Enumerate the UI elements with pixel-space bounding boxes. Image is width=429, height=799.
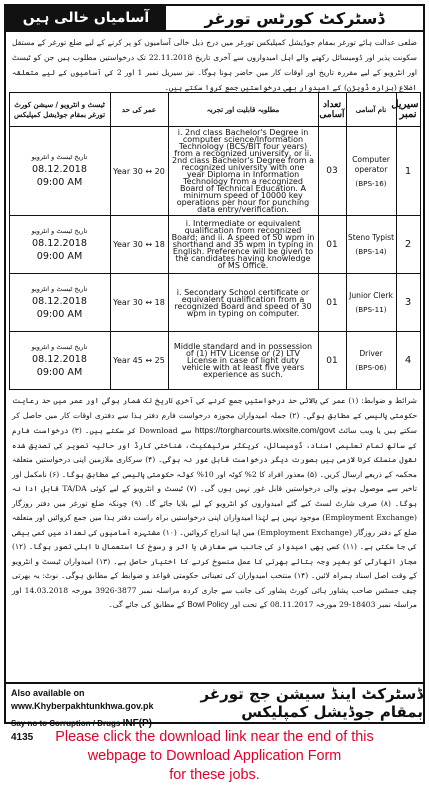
cell-serial: 2 (396, 216, 420, 274)
inf-number: INF(P) 4135 (11, 718, 153, 743)
cell-test-date (9, 127, 110, 216)
cell-age: Year 30 ↔ 18 (110, 216, 168, 274)
cell-quantity: 03 (318, 127, 346, 216)
cell-test-date (9, 216, 110, 274)
application-form-link[interactable]: https://torgharcourts.wixsite.com/govt (194, 425, 336, 435)
table-row (9, 127, 420, 216)
test-time: 09:00 AM (36, 308, 83, 320)
cell-post (346, 332, 396, 390)
test-date: 08.12.2018 (32, 353, 87, 365)
terms-text: شرائط و ضوابط: (۱) عمر کی بالائی حد درخواستیں جمع کرنے کی آخری تاریخ تک شمار ہوگی اور عمر میں حد رعایت حکومتی پالیسی کے مطابق ہوگی۔ (۲) جملہ امیدواران مجوزہ درخواست فارم دفتر ہذا سے دفتری اوقات کار میں حاصل کر سکتے ہیں یا ویب سائٹ (12, 396, 418, 435)
test-date: 08.12.2018 (32, 164, 87, 175)
cell-qualification: i. Intermediate or equivalent qualification from recognized Board; and ii. A speed of 50 wpm in shorthand and 35 wpm in typing in English. Preference will be given to the candidates having knowledge of MS Office. (168, 216, 318, 274)
header-qualification: مطلوبہ قابلیت اور تجربہ (168, 93, 318, 127)
post-bps: (BPS-16) (355, 178, 387, 188)
test-time: 09:00 AM (36, 250, 83, 262)
post-name: Computer operator (352, 154, 390, 174)
cell-test-date (9, 332, 110, 390)
vacancies-banner: آسامیاں خالی ہیں (6, 6, 166, 30)
date-label: تاریخ ٹیسٹ و انٹرویو (31, 284, 88, 293)
header-serial: سیریل نمبر (396, 93, 420, 127)
note-text: نوٹ: یہ بھرتی چیف جسٹس صاحب پشاور ہائی کورٹ پشاور کی جانب سے جاری کردہ مراسلہ نمبر 3877-3926 مورخہ 14.03.2018 اور مراسلہ نمبر 18403-29 مورخہ 08.11.2017 کے تحت اور (12, 571, 417, 609)
table-row (9, 274, 420, 332)
ad-header (6, 6, 423, 32)
test-date: 08.12.2018 (32, 295, 87, 307)
download-notice (0, 728, 429, 785)
post-bps: (BPS-11) (355, 305, 387, 314)
cell-qualification: Middle standard and in possession of (1) HTV License or (2) LTV License in case of light duty vehicle with at least five years experience as such. (168, 332, 318, 390)
cell-quantity: 01 (318, 216, 346, 274)
header-quantity: تعداد آسامی (318, 93, 346, 127)
post-bps: (BPS-06) (355, 363, 387, 372)
cell-age: Year 30 ↔ 20 (110, 127, 168, 216)
notice-line: for these jobs. (169, 767, 260, 783)
cell-age: Year 30 ↔ 18 (110, 274, 168, 332)
date-label: تاریخ ٹیسٹ و انٹرویو (31, 153, 88, 161)
cell-test-date (9, 274, 110, 332)
cell-post (346, 216, 396, 274)
cell-post (346, 127, 396, 216)
cell-qualification: i. Secondary School certificate or equivalent qualification from a recognized Board and speed of 30 wpm in typing on computer. (168, 274, 318, 332)
cell-post (346, 274, 396, 332)
header-test-date: ٹیسٹ و انٹرویو / سیشن کورٹ تورغر بمقام جوڈیشل کمپلیکس (9, 93, 110, 127)
notice-line: Please click the download link near the end of this (55, 729, 374, 745)
cell-serial: 3 (396, 274, 420, 332)
table-row (9, 216, 420, 274)
post-bps: (BPS-14) (355, 247, 387, 256)
cell-age: Year 45 ↔ 25 (110, 332, 168, 390)
terms-text: سے Download کر سکتے ہیں۔ (۳) درخواست فارم کے ساتھ تمام تعلیمی اسناد، ڈومیسائل، کریکٹر سرٹیفکیٹ، شناختی کارڈ اور حالیہ تصویر کی تصدیق شدہ نقول منسلک کرنا لازمی ہیں بصورت دیگر درخواست قابل غور نہ ہوگی۔ (۴) سرکاری ملازمین اپنی درخواستیں متعلقہ محکمہ کے ذریعے ارسال کریں۔ (۵) معذور افراد کا 2% کوٹہ اور 10% کوٹہ حکومتی پالیسی کے مطابق ہوگا۔ (۶) نامکمل اور تاخیر سے موصول ہونے والی درخواستیں قابل غور نہیں ہوں گی۔ (۷) ٹیسٹ و انٹرویو کے لیے کوئی TA/DA قابل ادا نہ ہوگا۔ (۸) صرف شارٹ لسٹ کیے گئے امیدواروں کو انٹرویو کے لیے بلایا جائے گا۔ (۹) چونکہ ضلع تورغر میں دفتر روزگار (Employment Exchange) موجود نہیں ہے لہٰذا امیدواران اپنی درخواستیں براہ راست دفتر ہذا میں جمع کروائیں اور متعلقہ ضلع کے دفتر روزگار (Employment Exchange) میں اپنا اندراج کروائیں۔ (۱۰) مشتہرہ آسامیوں کی تعداد میں کمی بیشی کی جا سکتی ہے۔ (۱۱) کسی بھی امیدوار کی جانب سے سفارش یا اثر و رسوخ کا استعمال نا اہلی تصور ہوگا۔ (۱۲) مجاز اتھارٹی کو بغیر وجہ بتائے بھرتی کا عمل منسوخ کرنے کا اختیار حاصل ہے۔ (۱۳) امیدواران ٹیسٹ و انٹرویو کے وقت اصل اسناد ہمراہ لائیں۔ (۱۴) منتخب امیدواران کی تعیناتی حکومتی قواعد و ضوابط کے مطابق ہوگی۔ (12, 426, 418, 580)
intro-paragraph: ضلعی عدالت ہائے تورغر بمقام جوڈیشل کمپلیکس تورغر میں درج ذیل خالی آسامیوں کو پر کرنے کے لیے ضلع تورغر کے مستقل سکونت پذیر اور ڈومیسائل رکھنے والے اہل امیدواروں سے آخری تاریخ 22.11.2018 تک درخواستیں مطلوب ہیں جن کو ٹیسٹ اور انٹرویو کے لیے مقررہ تاریخ اور اوقات کار میں حاضر ہونا ہوگا۔ نیز سیریل نمبر 1 اور 2 کی آسامیوں کے لیے متعلقہ اضلاع (ہزارہ ڈویژن) کے امیدوار بھی درخواستیں جمع کروا سکتے ہیں۔ (12, 38, 417, 92)
header-age: عمر کی حد (110, 93, 168, 127)
date-label: تاریخ ٹیسٹ و انٹرویو (31, 342, 88, 351)
cell-quantity: 01 (318, 332, 346, 390)
test-time: 09:00 AM (36, 177, 83, 188)
post-name: Driver (359, 349, 383, 358)
policy-name: Bowl Policy (187, 600, 229, 609)
post-name: Steno Typist (347, 233, 395, 242)
cell-serial: 1 (396, 127, 420, 216)
header-post: نام آسامی (346, 93, 396, 127)
cell-qualification: i. 2nd class Bachelor's Degree in computer science/Information Technology (BCS/BIT four years) from a recognized university, or ii. 2nd class Bachelor's Degree from a recognized university with one year Diploma in Information Technology from a recognized Board of Technical Education. A minimum speed of 10000 key operations per hour for punching data entry/verification. (168, 127, 318, 216)
test-time: 09:00 AM (36, 366, 83, 378)
table-header-row (9, 93, 420, 127)
footer-info (6, 684, 159, 743)
district-courts-title: ڈسٹرکٹ کورٹس تورغر (204, 8, 385, 28)
note-text: کے مطابق کی جائے گی۔ (108, 600, 185, 609)
vacancy-table (9, 92, 421, 390)
cell-serial: 4 (396, 332, 420, 390)
footer-website: Also available on www.Khyberpakhtunkhwa.gov.pk (11, 688, 154, 711)
terms-and-conditions (6, 390, 423, 716)
cell-quantity: 01 (318, 274, 346, 332)
post-name: Junior Clerk (349, 291, 393, 300)
slogan-text: Say no to Corruption / Drugs (11, 719, 121, 728)
issuing-authority: ڈسٹرکٹ اینڈ سیشن جج تورغر بمقام جوڈیشل کمپلیکس (200, 685, 423, 721)
date-label: تاریخ ٹیسٹ و انٹرویو (31, 226, 88, 235)
table-row (9, 332, 420, 390)
test-date: 08.12.2018 (32, 237, 87, 249)
notice-line: webpage to Download Application Form (87, 748, 342, 764)
